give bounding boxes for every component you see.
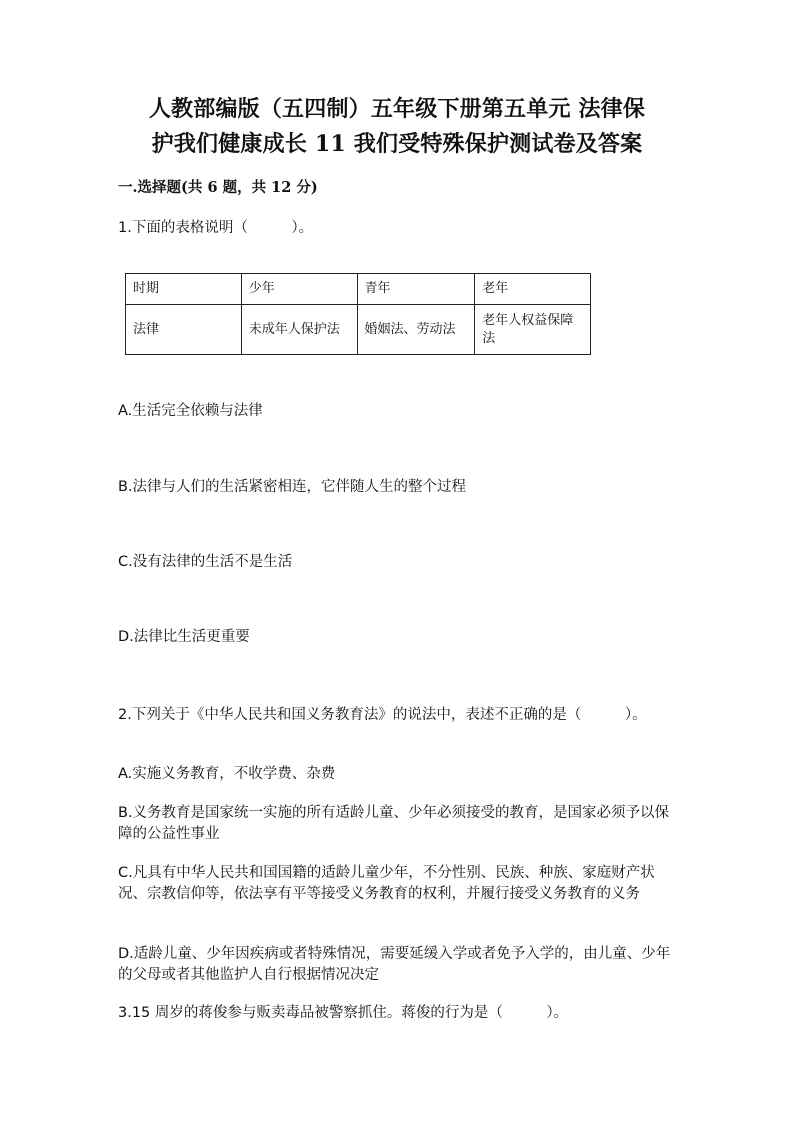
table-cell: 婚姻法、劳动法	[357, 305, 475, 355]
table-header-cell: 时期	[126, 274, 242, 305]
question-1-option-a: A.生活完全依赖与法律	[118, 403, 263, 419]
question-3-stem: 3.15 周岁的蒋俊参与贩卖毒品被警察抓住。蒋俊的行为是（ ）。	[118, 1005, 569, 1021]
question-2-stem: 2.下列关于《中华人民共和国义务教育法》的说法中，表述不正确的是（ ）。	[118, 707, 647, 723]
table-cell: 未成年人保护法	[241, 305, 357, 355]
table-row	[126, 305, 591, 355]
law-table	[125, 273, 591, 355]
question-1-option-c: C.没有法律的生活不是生活	[118, 554, 293, 570]
question-1-option-d: D.法律比生活更重要	[118, 629, 250, 645]
question-2-option-d: D.适龄儿童、少年因疾病或者特殊情况，需要延缓入学或者免予入学的，由儿童、少年的父母或者其他监护人自行根据情况决定	[118, 946, 671, 983]
table-cell: 老年人权益保障法	[475, 305, 591, 355]
question-1-stem: 1.下面的表格说明（ ）。	[118, 220, 314, 236]
question-1-option-b: B.法律与人们的生活紧密相连，它伴随人生的整个过程	[118, 479, 467, 495]
table-header-cell: 老年	[475, 274, 591, 305]
table-header-row	[126, 274, 591, 305]
question-2-option-b: B.义务教育是国家统一实施的所有适龄儿童、少年必须接受的教育，是国家必须予以保障的公益性事业	[118, 805, 670, 842]
table-header-cell: 青年	[357, 274, 475, 305]
title-line-2: 护我们健康成长 11 我们受特殊保护测试卷及答案	[151, 131, 643, 157]
table-header-cell: 少年	[241, 274, 357, 305]
table-cell: 法律	[126, 305, 242, 355]
question-2-option-c: C.凡具有中华人民共和国国籍的适龄儿童少年，不分性别、民族、种族、家庭财产状况、宗教信仰等，依法享有平等接受义务教育的权利，并履行接受义务教育的义务	[118, 865, 655, 902]
section-heading: 一.选择题(共 6 题，共 12 分)	[118, 179, 318, 196]
page-title	[100, 92, 694, 162]
question-2-option-a: A.实施义务教育，不收学费、杂费	[118, 766, 336, 782]
title-line-1: 人教部编版（五四制）五年级下册第五单元 法律保	[148, 96, 646, 122]
